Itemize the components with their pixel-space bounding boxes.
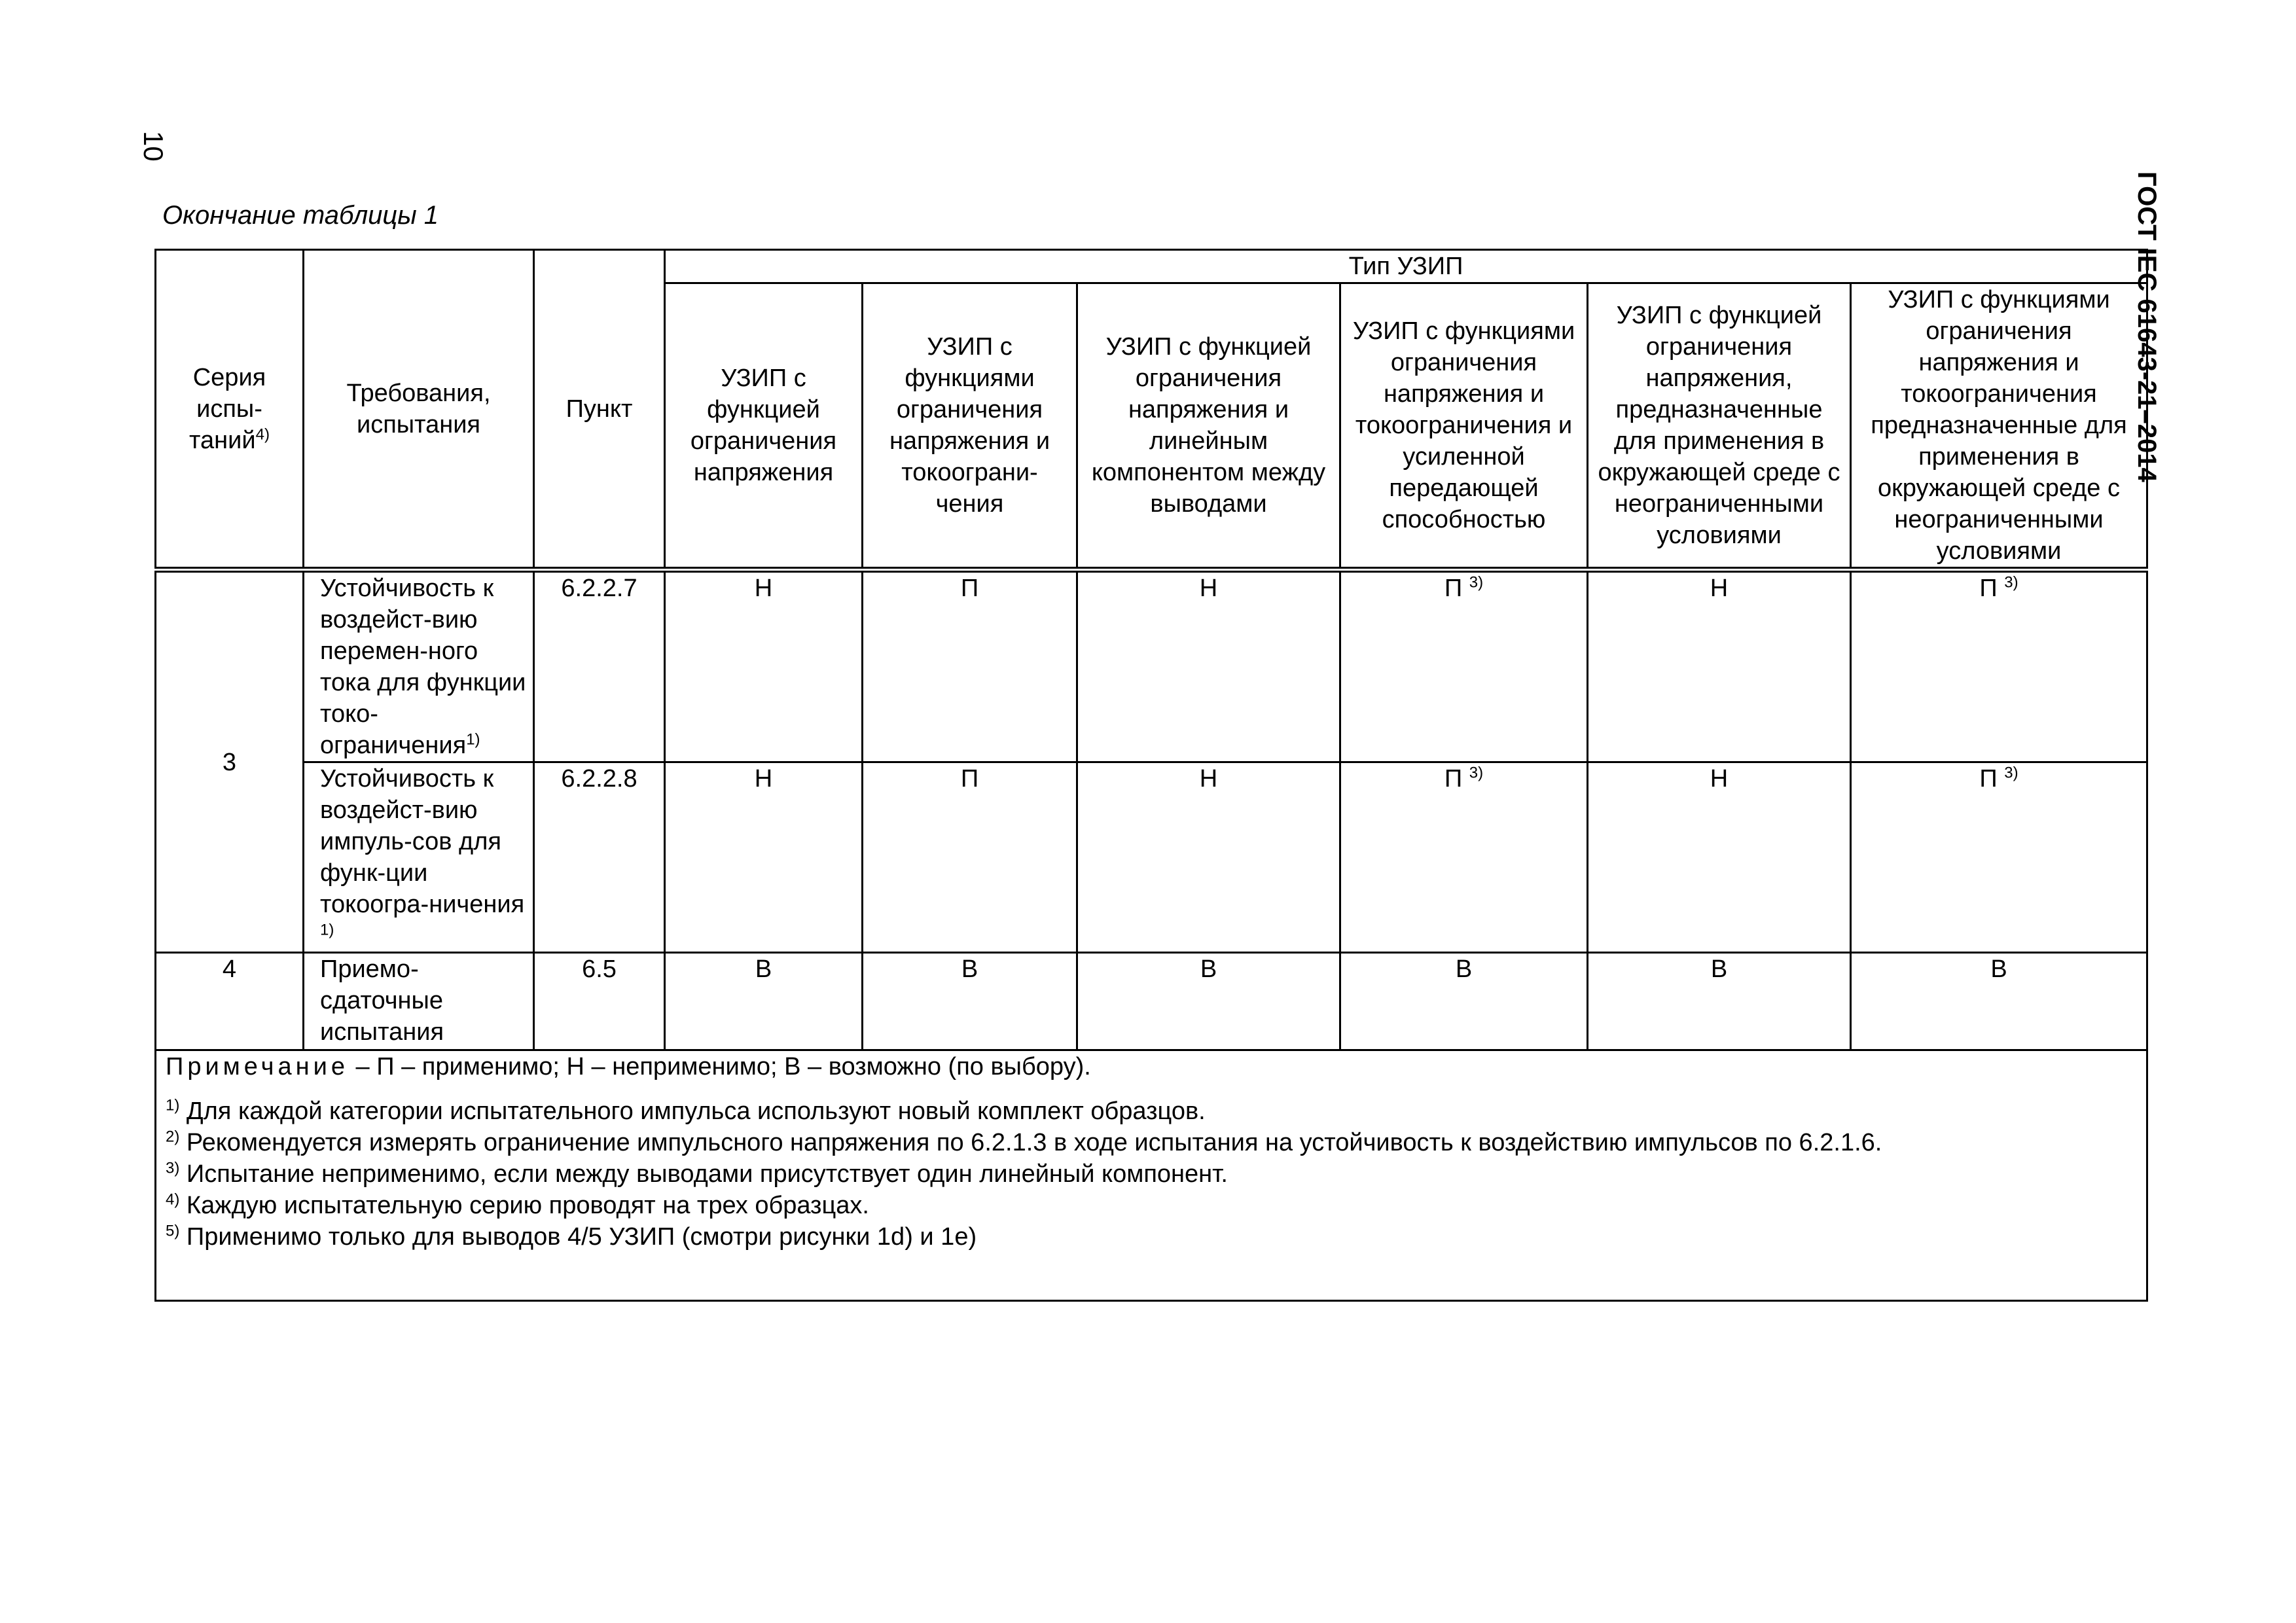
header-requirements: Требования, испытания — [304, 250, 534, 570]
value-cell: Н — [665, 762, 863, 953]
requirement-cell: Устойчивость к воздейст-вию перемен-ного тока для функции токо-ограничения$^{1)}$ — [304, 570, 534, 762]
value-cell: В — [863, 953, 1077, 1050]
note-legend — [166, 1051, 2137, 1082]
table-row — [156, 953, 2147, 1050]
value-cell: Н — [1077, 762, 1340, 953]
header-spd-type-group: Тип УЗИП — [665, 250, 2147, 283]
footnote: $^{3)}$ Испытание неприменимо, если между выводами присутствует один линейный компонент. — [166, 1159, 1228, 1188]
requirements-table — [154, 249, 2148, 1302]
header-series: Серия испы-таний$^{4)}$ — [156, 250, 304, 570]
value-cell: Н — [1588, 762, 1851, 953]
note-label: Примечание — [166, 1053, 349, 1080]
header-type-1: УЗИП с функцией ограничения напряжения — [665, 283, 863, 570]
header-type-3: УЗИП с функцией ограничения напряжения и линейным компонентом между выводами — [1077, 283, 1340, 570]
header-type-4: УЗИП с функциями ограничения напряжения и токоограничения и усиленной передающей способностью — [1340, 283, 1588, 570]
requirement-cell: Устойчивость к воздейст-вию импуль-сов для функ-ции токоогра-ничения $^{1)}$ — [304, 762, 534, 953]
header-type-6: УЗИП с функциями ограничения напряжения и токоограничения предназначенные для применения в окружающей среде с неограниченными условиями — [1851, 283, 2147, 570]
value-cell: П $^{3)}$ — [1340, 762, 1588, 953]
value-cell: П $^{3)}$ — [1851, 570, 2147, 762]
series-cell: 4 — [156, 953, 304, 1050]
header-clause: Пункт — [534, 250, 665, 570]
notes-cell — [156, 1050, 2147, 1301]
value-cell: В — [1588, 953, 1851, 1050]
value-cell: Н — [665, 570, 863, 762]
note-text: – П – применимо; Н – неприменимо; В – возможно (по выбору). — [348, 1053, 1091, 1080]
value-cell: Н — [1077, 570, 1340, 762]
value-cell: В — [1340, 953, 1588, 1050]
clause-cell: 6.2.2.7 — [534, 570, 665, 762]
value-cell: Н — [1588, 570, 1851, 762]
clause-cell: 6.2.2.8 — [534, 762, 665, 953]
table-header-row — [156, 250, 2147, 283]
header-type-2: УЗИП с функциями ограничения напряжения и токоограни-чения — [863, 283, 1077, 570]
clause-cell: 6.5 — [534, 953, 665, 1050]
table-row — [156, 570, 2147, 762]
footnote: $^{2)}$ Рекомендуется измерять ограничение импульсного напряжения по 6.2.1.3 в ходе испытания на устойчивость к воздействию импульсов по 6.2.1.6. — [166, 1128, 1882, 1156]
table-caption: Окончание таблицы 1 — [162, 201, 439, 230]
value-cell: П $^{3)}$ — [1340, 570, 1588, 762]
table-row — [156, 762, 2147, 953]
page-number: 10 — [138, 131, 169, 162]
footnote: $^{5)}$ Применимо только для выводов 4/5 УЗИП (смотри рисунки 1d) и 1e) — [166, 1222, 977, 1251]
notes-row — [156, 1050, 2147, 1301]
footnote: $^{4)}$ Каждую испытательную серию проводят на трех образцах. — [166, 1190, 869, 1219]
value-cell: В — [665, 953, 863, 1050]
header-type-5: УЗИП с функцией ограничения напряжения, предназначенные для применения в окружающей среде с неограниченными условиями — [1588, 283, 1851, 570]
value-cell: П — [863, 570, 1077, 762]
value-cell: П — [863, 762, 1077, 953]
series-cell: 3 — [156, 570, 304, 953]
footnote: $^{1)}$ Для каждой категории испытательного импульса используют новый комплект образцов. — [166, 1096, 1206, 1125]
requirement-cell: Приемо-сдаточные испытания — [304, 953, 534, 1050]
value-cell: В — [1077, 953, 1340, 1050]
standard-designation: ГОСТ IEC 61643-21–2014 — [2132, 171, 2161, 482]
value-cell: В — [1851, 953, 2147, 1050]
value-cell: П $^{3)}$ — [1851, 762, 2147, 953]
